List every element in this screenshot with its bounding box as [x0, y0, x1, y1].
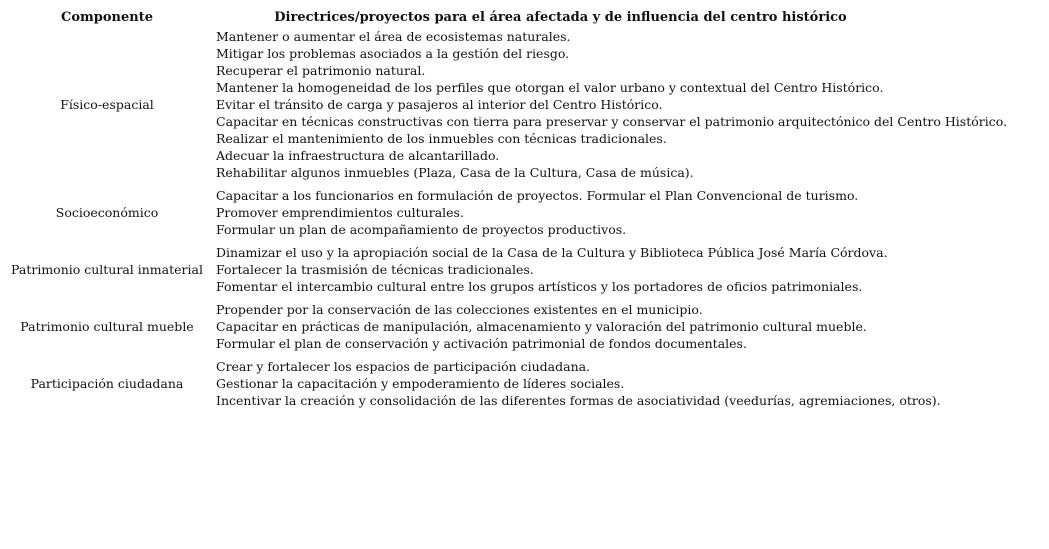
- directive-line: Promover emprendimientos culturales.: [216, 205, 464, 220]
- directive-line: Mitigar los problemas asociados a la gestión del riesgo.: [216, 46, 570, 61]
- component-cell: Patrimonio cultural mueble: [20, 319, 194, 334]
- directive-line: Gestionar la capacitación y empoderamiento de líderes sociales.: [216, 376, 625, 391]
- directive-line: Propender por la conservación de las colecciones existentes en el municipio.: [216, 302, 703, 317]
- directives-cell: [210, 28, 1046, 181]
- directive-line: Mantener la homogeneidad de los perfiles que otorgan el valor urbano y contextual del Centro Histórico.: [216, 80, 884, 95]
- directives-cell: [210, 244, 1046, 295]
- directives-cell: [210, 187, 1046, 238]
- directive-line: Recuperar el patrimonio natural.: [216, 63, 426, 78]
- directive-line: Formular un plan de acompañamiento de proyectos productivos.: [216, 222, 627, 237]
- component-cell: Físico-espacial: [60, 97, 154, 112]
- directive-line: Realizar el mantenimiento de los inmuebles con técnicas tradicionales.: [216, 131, 667, 146]
- table-row-fisico-espacial: [4, 28, 1046, 181]
- directives-cell: [210, 301, 1046, 352]
- component-cell: Participación ciudadana: [30, 376, 184, 391]
- header-directives: Directrices/proyectos para el área afectada y de influencia del centro histórico: [274, 9, 847, 25]
- table-row-patrimonio-inmaterial: [4, 244, 1046, 295]
- directives-cell: [210, 358, 1046, 409]
- directives-table: [4, 6, 1046, 415]
- component-cell: Socioeconómico: [55, 205, 159, 220]
- directive-line: Mantener o aumentar el área de ecosistemas naturales.: [216, 29, 571, 44]
- component-cell: Patrimonio cultural inmaterial: [11, 262, 203, 277]
- directive-line: Fomentar el intercambio cultural entre los grupos artísticos y los portadores de oficios patrimoniales.: [216, 279, 863, 294]
- directive-line: Rehabilitar algunos inmuebles (Plaza, Casa de la Cultura, Casa de música).: [216, 165, 694, 180]
- directive-line: Fortalecer la trasmisión de técnicas tradicionales.: [216, 262, 534, 277]
- directive-line: Formular el plan de conservación y activación patrimonial de fondos documentales.: [216, 336, 747, 351]
- directive-line: Capacitar en técnicas constructivas con tierra para preservar y conservar el patrimonio arquitectónico del Centro Histórico.: [216, 114, 1008, 129]
- table-row-socioeconomico: [4, 187, 1046, 238]
- directive-line: Dinamizar el uso y la apropiación social de la Casa de la Cultura y Biblioteca Pública José María Córdova.: [216, 245, 888, 260]
- directive-line: Crear y fortalecer los espacios de participación ciudadana.: [216, 359, 591, 374]
- directive-line: Capacitar en prácticas de manipulación, almacenamiento y valoración del patrimonio cultural mueble.: [216, 319, 867, 334]
- directive-line: Evitar el tránsito de carga y pasajeros al interior del Centro Histórico.: [216, 97, 663, 112]
- directive-line: Incentivar la creación y consolidación de las diferentes formas de asociatividad (veedurías, agremiaciones, otros).: [216, 393, 941, 408]
- header-component: Componente: [61, 9, 153, 25]
- table-row-patrimonio-mueble: [4, 301, 1046, 352]
- table-header: [4, 6, 1046, 28]
- table-row-participacion: [4, 358, 1046, 409]
- directive-line: Adecuar la infraestructura de alcantarillado.: [216, 148, 500, 163]
- directive-line: Capacitar a los funcionarios en formulación de proyectos. Formular el Plan Convencional de turismo.: [216, 188, 859, 203]
